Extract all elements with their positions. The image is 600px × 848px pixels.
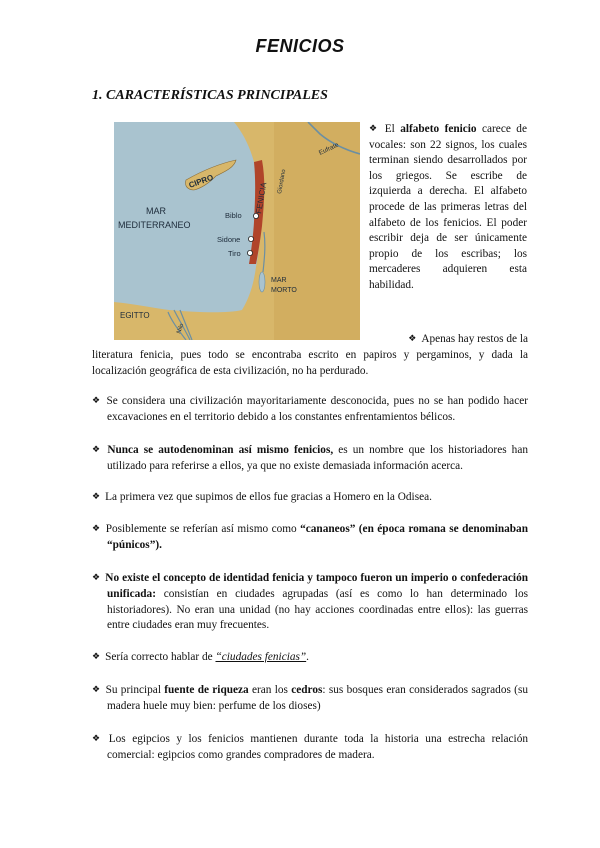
label-mar-morto-2: MORTO (271, 287, 297, 294)
diamond-bullet-icon: ❖ (92, 395, 102, 405)
self-name-paragraph: ❖ Nunca se autodenominan así mismo fenicios, es un nombre que los historiadores han utilizado para referirse a ellos, ya que no existe demasiada información acerca. (92, 444, 528, 472)
trade-paragraph: ❖ Los egipcios y los fenicios mantienen durante toda la historia una estrecha relación comercial: egipcios como grandes compradores de madera. (92, 733, 528, 761)
wealth-paragraph: ❖ Su principal fuente de riqueza eran los cedros: sus bosques eran considerados sagrados (su madera huele muy bien: perfume de los dioses) (92, 684, 528, 712)
diamond-bullet-icon: ❖ (92, 651, 101, 661)
cananeos-paragraph: ❖ Posiblemente se referían así mismo como “cananeos” (en época romana se denominaban “púnicos”). (92, 523, 528, 551)
diamond-bullet-icon: ❖ (92, 523, 101, 533)
map-svg (114, 122, 360, 340)
label-mar-morto-1: MAR (271, 277, 287, 284)
label-mediterraneo: MEDITERRANEO (118, 220, 191, 230)
cities-paragraph: ❖ Sería correcto hablar de “ciudades fenicias”. (92, 651, 309, 663)
label-biblo: Biblo (225, 211, 242, 220)
alphabet-paragraph: ❖ El alfabeto fenicio carece de vocales: son 22 signos, los cuales terminan siendo desarrollados por los griegos. Se escribe de izquierda a derecha. El alfabeto procede de las primeras letras del alfabeto de los fenicios. El poder escribir deja de ser únicamente propio de los escribas; los mercaderes adquieren esta habilidad. (369, 123, 527, 291)
label-cipro: CIPRO (187, 172, 215, 190)
label-egitto: EGITTO (120, 311, 150, 320)
diamond-bullet-icon: ❖ (92, 572, 101, 582)
label-tiro: Tiro (228, 249, 241, 258)
identity-paragraph: ❖ No existe el concepto de identidad fenicia y tampoco fueron un imperio o confederación unificada: consistían en ciudades agrupadas (así es como lo han determinado los historiadores). No eran una unidad (no hay acciones coordinadas entre ellos): las guerras entre ciudades eran muy frecuentes. (92, 572, 528, 632)
label-fenicia: FENICIA (254, 181, 269, 215)
literature-paragraph: ❖ Apenas hay restos de la literatura fenicia, pues todo se encontraba escrito en papiros y pergaminos, y dada la localización geográfica de esta civilización, no ha perdurado. (92, 333, 528, 377)
label-sidone: Sidone (217, 235, 241, 244)
label-giordano: Giordano (277, 168, 288, 195)
diamond-bullet-icon: ❖ (369, 123, 380, 133)
diamond-bullet-icon: ❖ (92, 733, 104, 743)
homer-paragraph: ❖ La primera vez que supimos de ellos fue gracias a Homero en la Odisea. (92, 491, 432, 503)
sidone-dot (248, 236, 253, 241)
diamond-bullet-icon: ❖ (408, 333, 417, 343)
label-mar: MAR (146, 206, 166, 216)
unknown-civilization-paragraph: ❖ Se considera una civilización mayoritariamente desconocida, pues no se han podido hacer excavaciones en el territorio debido a los constantes enfrentamientos bélicos. (92, 395, 528, 423)
label-nilo: Nilo (176, 322, 186, 335)
page-title: FENICIOS (255, 36, 345, 56)
phoenicia-map (114, 122, 360, 340)
label-eufrate: Eufrate (317, 141, 340, 157)
map-dead-sea (259, 272, 265, 292)
section-heading: 1. CARACTERÍSTICAS PRINCIPALES (92, 88, 328, 103)
tiro-dot (247, 250, 252, 255)
diamond-bullet-icon: ❖ (92, 444, 103, 454)
diamond-bullet-icon: ❖ (92, 684, 101, 694)
diamond-bullet-icon: ❖ (92, 491, 101, 501)
